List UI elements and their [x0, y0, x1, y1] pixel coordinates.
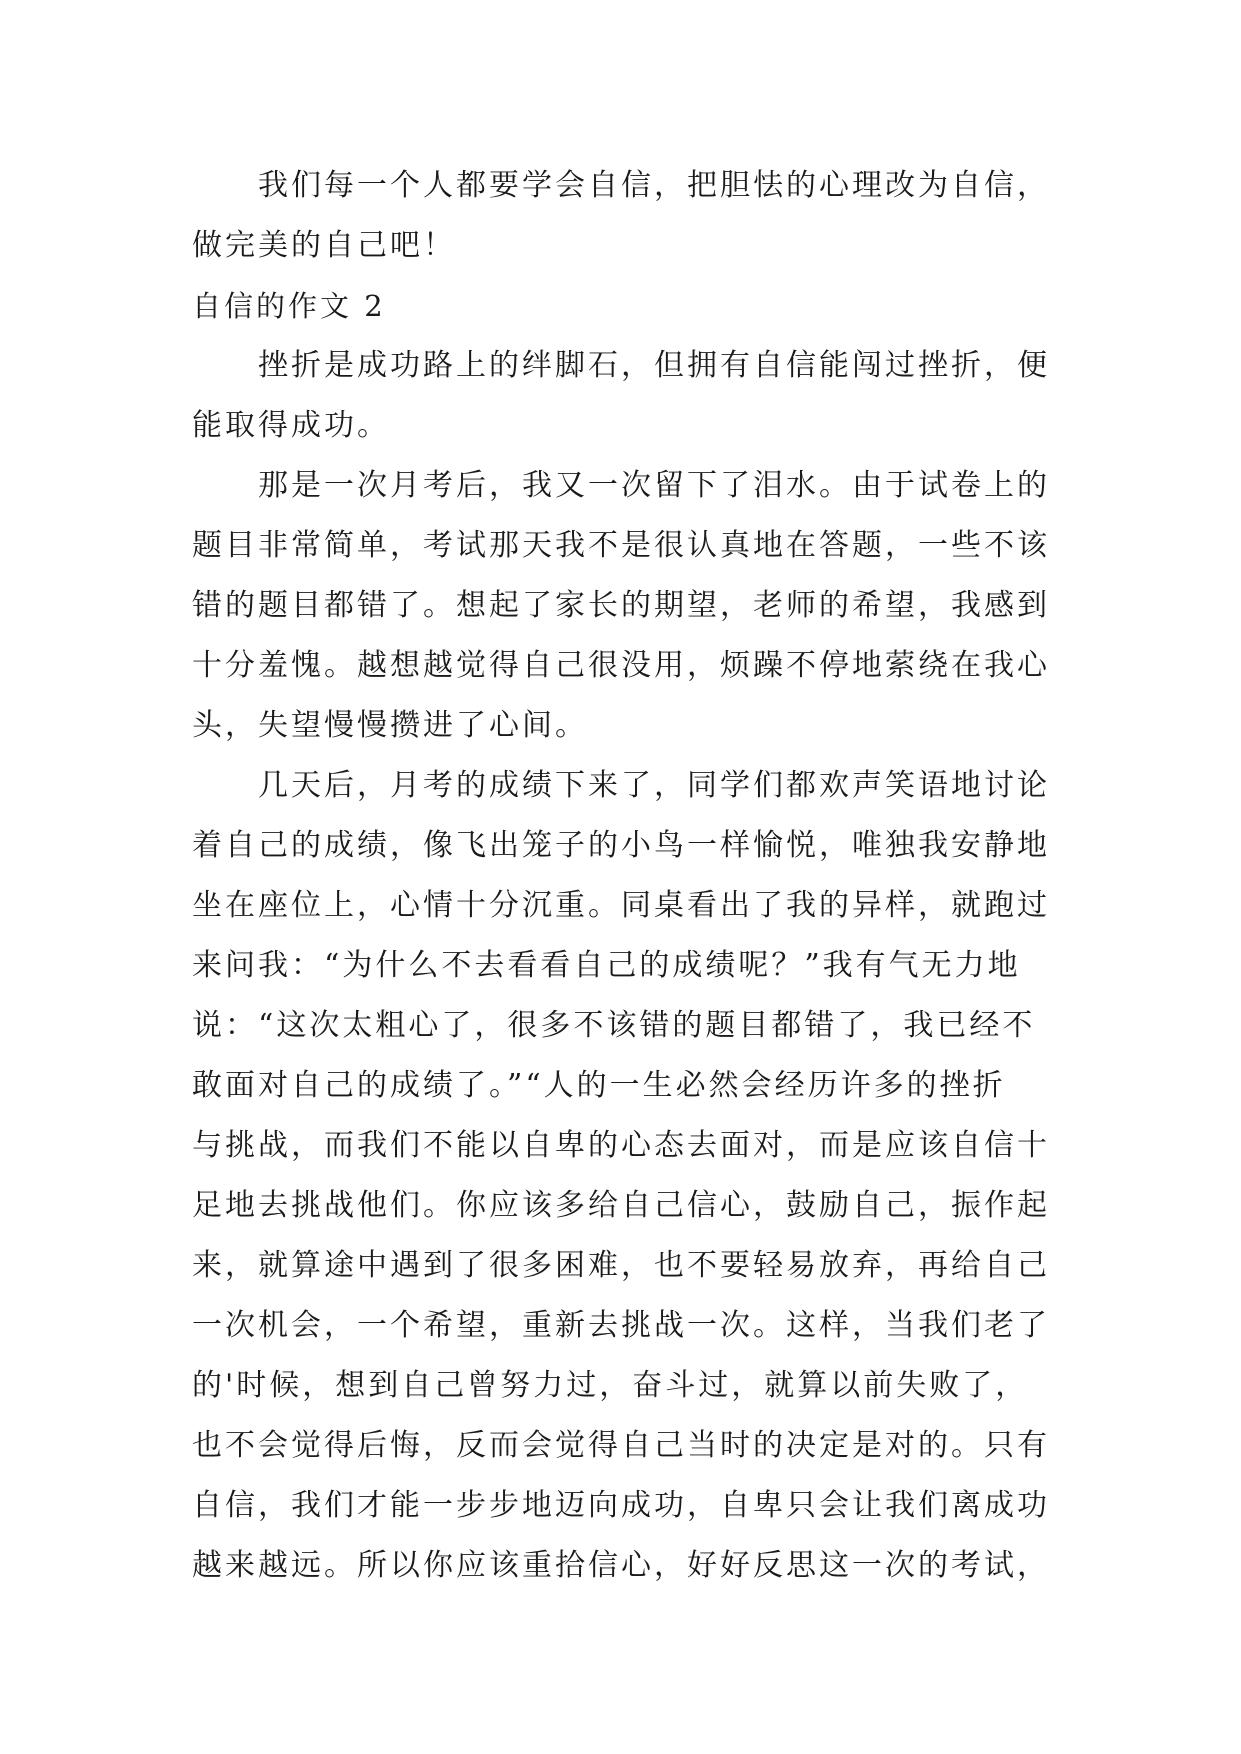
- text-line: 能取得成功。: [192, 408, 390, 443]
- essay-title: 自信的作文 2: [192, 289, 386, 323]
- text-line: 足地去挑战他们。你应该多给自己信心，鼓励自己，振作起: [192, 1188, 1050, 1223]
- text-line: 错的题目都错了。想起了家长的期望，老师的希望，我感到: [192, 588, 1050, 623]
- text-line: 的'时候，想到自己曾努力过，奋斗过，就算以前失败了，: [192, 1368, 1029, 1403]
- text-line: 说：“这次太粗心了，很多不该错的题目都错了，我已经不: [192, 1008, 1036, 1043]
- text-line: 也不会觉得后悔，反而会觉得自己当时的决定是对的。只有: [192, 1428, 1050, 1463]
- text-line: 来问我：“为什么不去看看自己的成绩呢？”我有气无力地: [192, 948, 1021, 983]
- text-line: 敢面对自己的成绩了。”“人的一生必然会经历许多的挫折: [192, 1068, 1006, 1103]
- text-line: 着自己的成绩，像飞出笼子的小鸟一样愉悦，唯独我安静地: [192, 828, 1050, 863]
- text-line: 做完美的自己吧！: [192, 228, 456, 263]
- text-line: 与挑战，而我们不能以自卑的心态去面对，而是应该自信十: [192, 1128, 1050, 1163]
- text-line: 那是一次月考后，我又一次留下了泪水。由于试卷上的: [258, 468, 1050, 503]
- essay-body: [192, 156, 1062, 1596]
- text-line: 我们每一个人都要学会自信，把胆怯的心理改为自信，: [258, 168, 1050, 203]
- text-line: 头，失望慢慢攒进了心间。: [192, 708, 588, 743]
- text-line: 题目非常简单，考试那天我不是很认真地在答题，一些不该: [192, 528, 1050, 563]
- text-line: 坐在座位上，心情十分沉重。同桌看出了我的异样，就跑过: [192, 888, 1050, 923]
- text-line: 自信，我们才能一步步地迈向成功，自卑只会让我们离成功: [192, 1488, 1050, 1523]
- text-line: 越来越远。所以你应该重拾信心，好好反思这一次的考试，: [192, 1548, 1050, 1583]
- text-line: 一次机会，一个希望，重新去挑战一次。这样，当我们老了: [192, 1308, 1050, 1343]
- text-line: 挫折是成功路上的绊脚石，但拥有自信能闯过挫折，便: [258, 348, 1050, 383]
- text-line: 几天后，月考的成绩下来了，同学们都欢声笑语地讨论: [258, 768, 1050, 803]
- text-line: 十分羞愧。越想越觉得自己很没用，烦躁不停地萦绕在我心: [192, 648, 1050, 683]
- text-line: 来，就算途中遇到了很多困难，也不要轻易放弃，再给自己: [192, 1248, 1050, 1283]
